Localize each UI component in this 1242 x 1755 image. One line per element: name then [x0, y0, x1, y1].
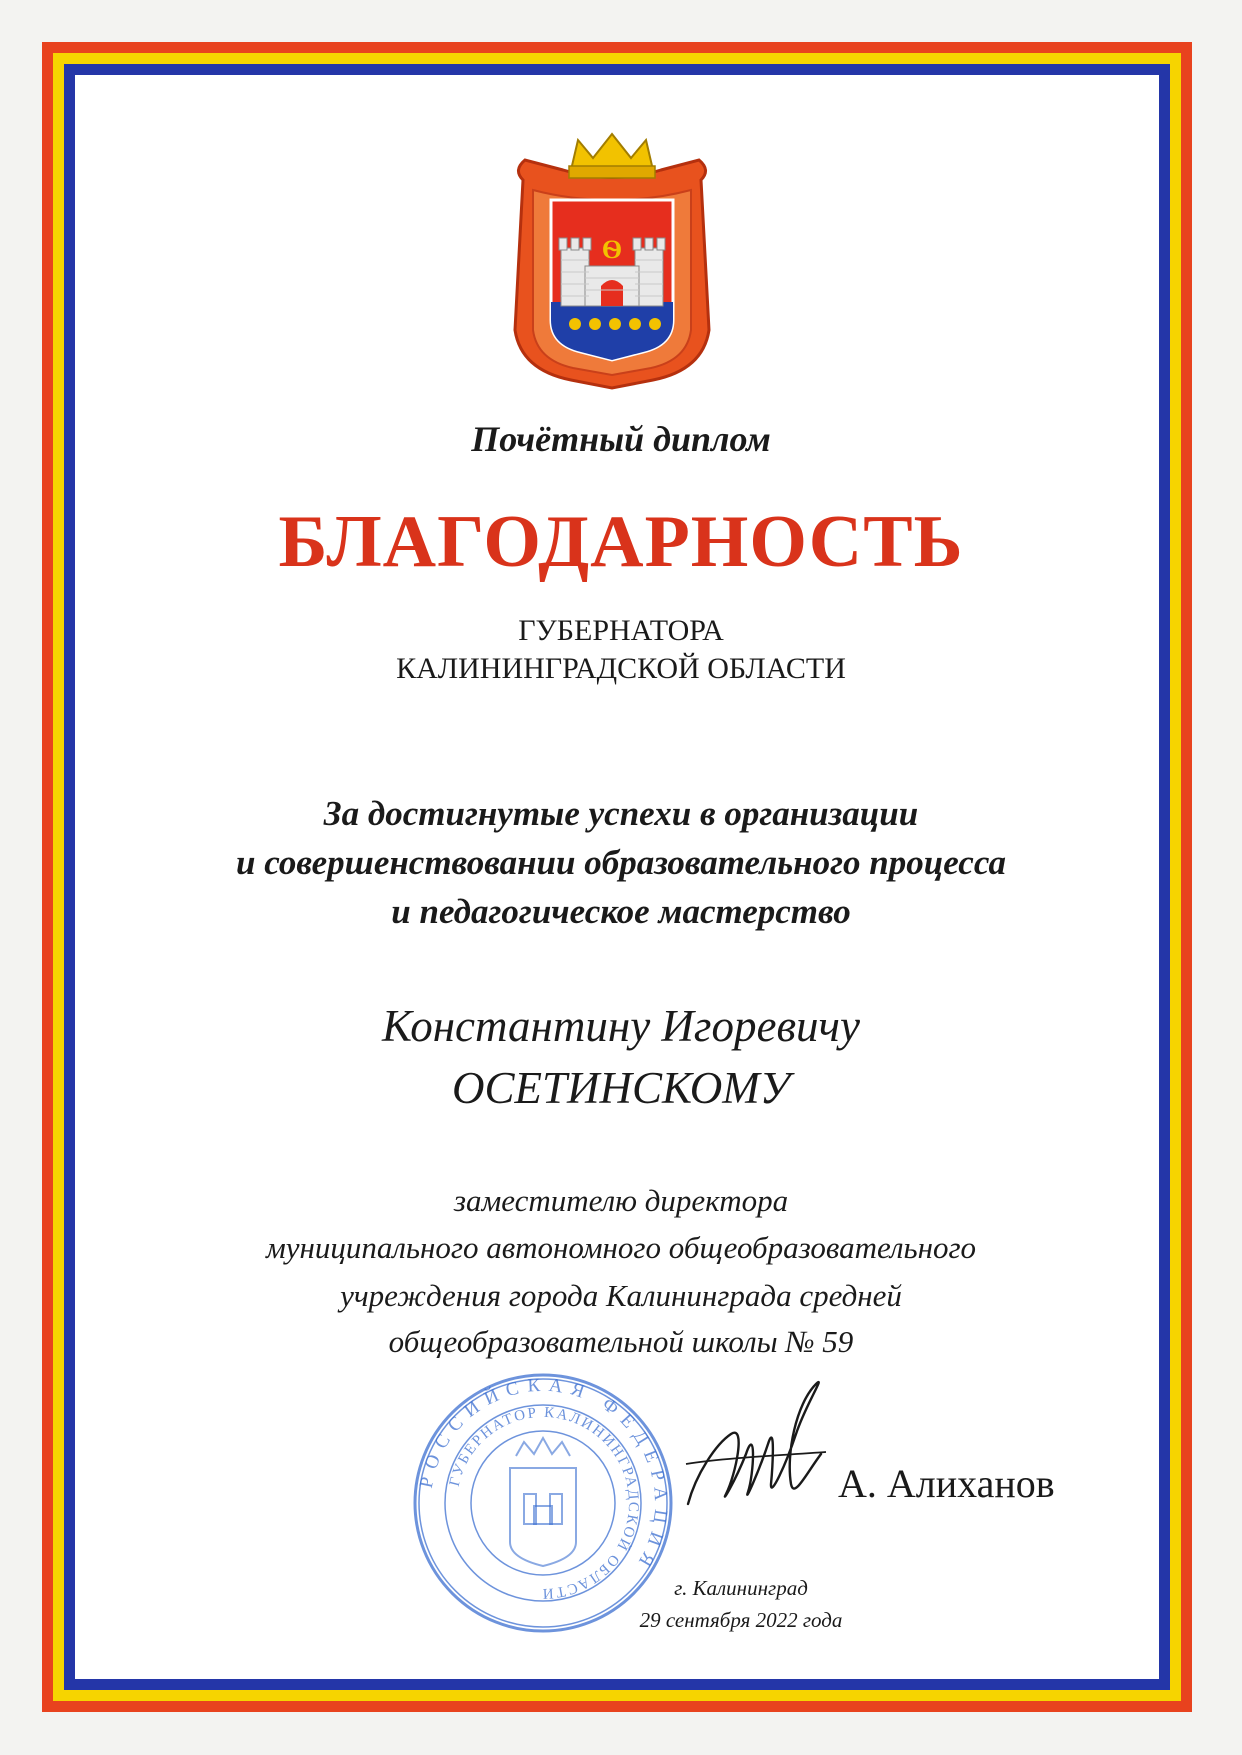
- recipient-surname: ОСЕТИНСКОМУ: [451, 1063, 791, 1113]
- issue-city: г. Калининград: [674, 1576, 808, 1600]
- reason-line-3: и педагогическое мастерство: [391, 892, 851, 931]
- coat-of-arms-icon: [503, 130, 721, 390]
- position-line-1: заместителю директора: [453, 1183, 789, 1218]
- position-line-2: муниципального автономного общеобразовательного: [265, 1230, 977, 1265]
- reason-line-1: За достигнутые успехи в организации: [323, 794, 919, 833]
- signer-name: А. Алиханов: [838, 1461, 1055, 1506]
- certificate-subtitle: Почётный диплом: [471, 419, 771, 459]
- svg-text:РОССИЙСКАЯ ФЕДЕРАЦИЯ: РОССИЙСКАЯ ФЕДЕРАЦИЯ: [415, 1374, 672, 1577]
- position-line-3: учреждения города Калининграда средней: [340, 1278, 902, 1313]
- position-line-4: общеобразовательной школы № 59: [388, 1324, 854, 1359]
- svg-text:Ѳ: Ѳ: [601, 235, 623, 264]
- recipient-name: Константину Игоревичу: [382, 1001, 860, 1051]
- issuer-line-2: КАЛИНИНГРАДСКОЙ ОБЛАСТИ: [396, 652, 846, 685]
- svg-text:ГУБЕРНАТОР КАЛИНИНГРАДСКОЙ ОБЛ: ГУБЕРНАТОР КАЛИНИНГРАДСКОЙ ОБЛАСТИ: [446, 1404, 642, 1602]
- issue-date: 29 сентября 2022 года: [639, 1608, 843, 1632]
- issuer-line-1: ГУБЕРНАТОРА: [518, 614, 724, 647]
- reason-line-2: и совершенствовании образовательного процесса: [236, 843, 1006, 882]
- signature-icon: [676, 1364, 836, 1524]
- certificate-title: БЛАГОДАРНОСТЬ: [278, 501, 964, 583]
